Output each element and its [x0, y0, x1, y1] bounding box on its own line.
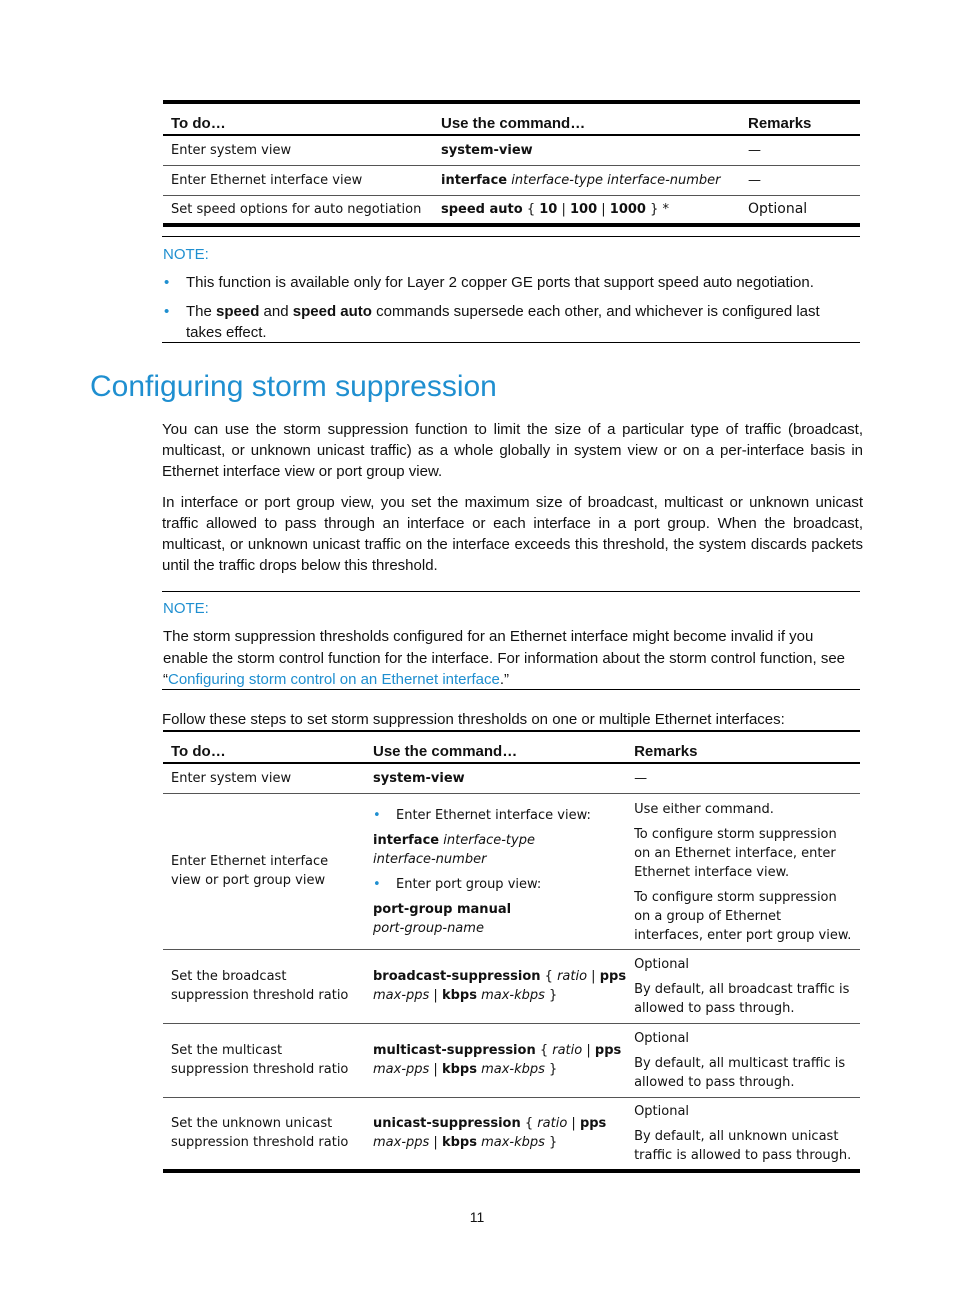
table-row	[163, 1097, 860, 1171]
remarks-cell: Optional	[748, 200, 808, 217]
table-row	[163, 165, 860, 195]
storm-suppression-table	[163, 730, 860, 1173]
col-header-command: Use the command…	[373, 743, 518, 760]
command-cell: multicast-suppression { ratio | pps max-pps | kbps max-kbps }	[373, 1043, 622, 1077]
note-box-1: NOTE: • This function is available only for Layer 2 copper GE ports that support speed auto negotiation. • The speed and speed auto commands supersede each other, and whichever is configured last takes effect.	[162, 236, 860, 343]
command-cell: system-view	[373, 770, 465, 786]
col-header-command: Use the command…	[441, 115, 586, 132]
remarks-cell: —	[748, 172, 761, 188]
table-row	[163, 135, 860, 165]
table-row	[163, 793, 860, 949]
page-number: 11	[469, 1209, 485, 1225]
bullet-icon: •	[164, 303, 170, 320]
note-text: The storm suppression thresholds configured for an Ethernet interface might become invalid if you enable the storm control function for the interface. For information about the storm control function, see “Configuring storm control on an Ethernet interface.”	[163, 628, 846, 688]
todo-cell: Enter system view	[171, 770, 292, 786]
col-header-remarks: Remarks	[634, 743, 698, 760]
paragraph-1: You can use the storm suppression function to limit the size of a particular type of traffic (broadcast, multicast, or unknown unicast traffic) as a whole globally in system view or on a per-interface basis in Ethernet interface view or port group view.	[162, 421, 863, 480]
todo-cell: Set speed options for auto negotiation	[171, 201, 422, 217]
command-cell: interface interface-type interface-number	[441, 172, 721, 188]
note-title: NOTE:	[163, 246, 209, 263]
table-row	[163, 949, 860, 1023]
remarks-cell: Optional By default, all multicast traffic is allowed to pass through.	[634, 1030, 846, 1090]
command-cell: • Enter Ethernet interface view: interface interface-type interface-number • Enter port group view: port-group manual port-group-name	[373, 807, 591, 936]
todo-cell: Enter system view	[171, 142, 292, 158]
speed-table	[163, 100, 860, 227]
bullet-icon: •	[373, 807, 381, 823]
command-cell: system-view	[441, 142, 533, 158]
col-header-todo: To do…	[171, 743, 226, 760]
section-heading: Configuring storm suppression	[90, 370, 497, 403]
bullet-icon: •	[164, 274, 170, 291]
remarks-cell: Use either command. To configure storm suppression on an Ethernet interface, enter Ethernet interface view. To configure storm suppression on a group of Ethernet interfaces, enter port group view.	[634, 801, 852, 943]
col-header-todo: To do…	[171, 115, 226, 132]
command-cell: broadcast-suppression { ratio | pps max-pps | kbps max-kbps }	[373, 969, 627, 1003]
col-header-remarks: Remarks	[748, 115, 812, 132]
note-title: NOTE:	[163, 600, 209, 617]
todo-cell: Enter Ethernet interface view or port group view	[171, 854, 329, 888]
todo-cell: Set the broadcast suppression threshold ratio	[171, 969, 349, 1003]
todo-cell: Set the multicast suppression threshold ratio	[171, 1043, 349, 1077]
bullet-icon: •	[373, 876, 381, 892]
table-row	[163, 195, 860, 225]
steps-intro: Follow these steps to set storm suppression thresholds on one or multiple Ethernet interfaces:	[162, 711, 785, 728]
todo-cell: Set the unknown unicast suppression threshold ratio	[171, 1116, 349, 1151]
remarks-cell: —	[748, 142, 761, 158]
command-cell: speed auto { 10 | 100 | 1000 } *	[441, 201, 670, 217]
command-cell: unicast-suppression { ratio | pps max-pps | kbps max-kbps }	[373, 1116, 607, 1151]
table-row	[163, 1023, 860, 1097]
remarks-cell: Optional By default, all unknown unicast traffic is allowed to pass through.	[634, 1103, 852, 1163]
note-box-2	[162, 591, 860, 690]
remarks-cell: —	[634, 770, 648, 786]
storm-control-link[interactable]: Configuring storm control on an Ethernet interface	[168, 671, 500, 688]
todo-cell: Enter Ethernet interface view	[171, 172, 363, 188]
table-row	[163, 763, 860, 793]
paragraph-2: In interface or port group view, you set the maximum size of broadcast, multicast or unknown unicast traffic allowed to pass through an interface or each interface in a port group. When the broadcast, multicast, or unknown unicast traffic on the interface exceeds this threshold, the system discards packets until the traffic drops below this threshold.	[162, 494, 863, 574]
remarks-cell: Optional By default, all broadcast traffic is allowed to pass through.	[634, 956, 850, 1016]
